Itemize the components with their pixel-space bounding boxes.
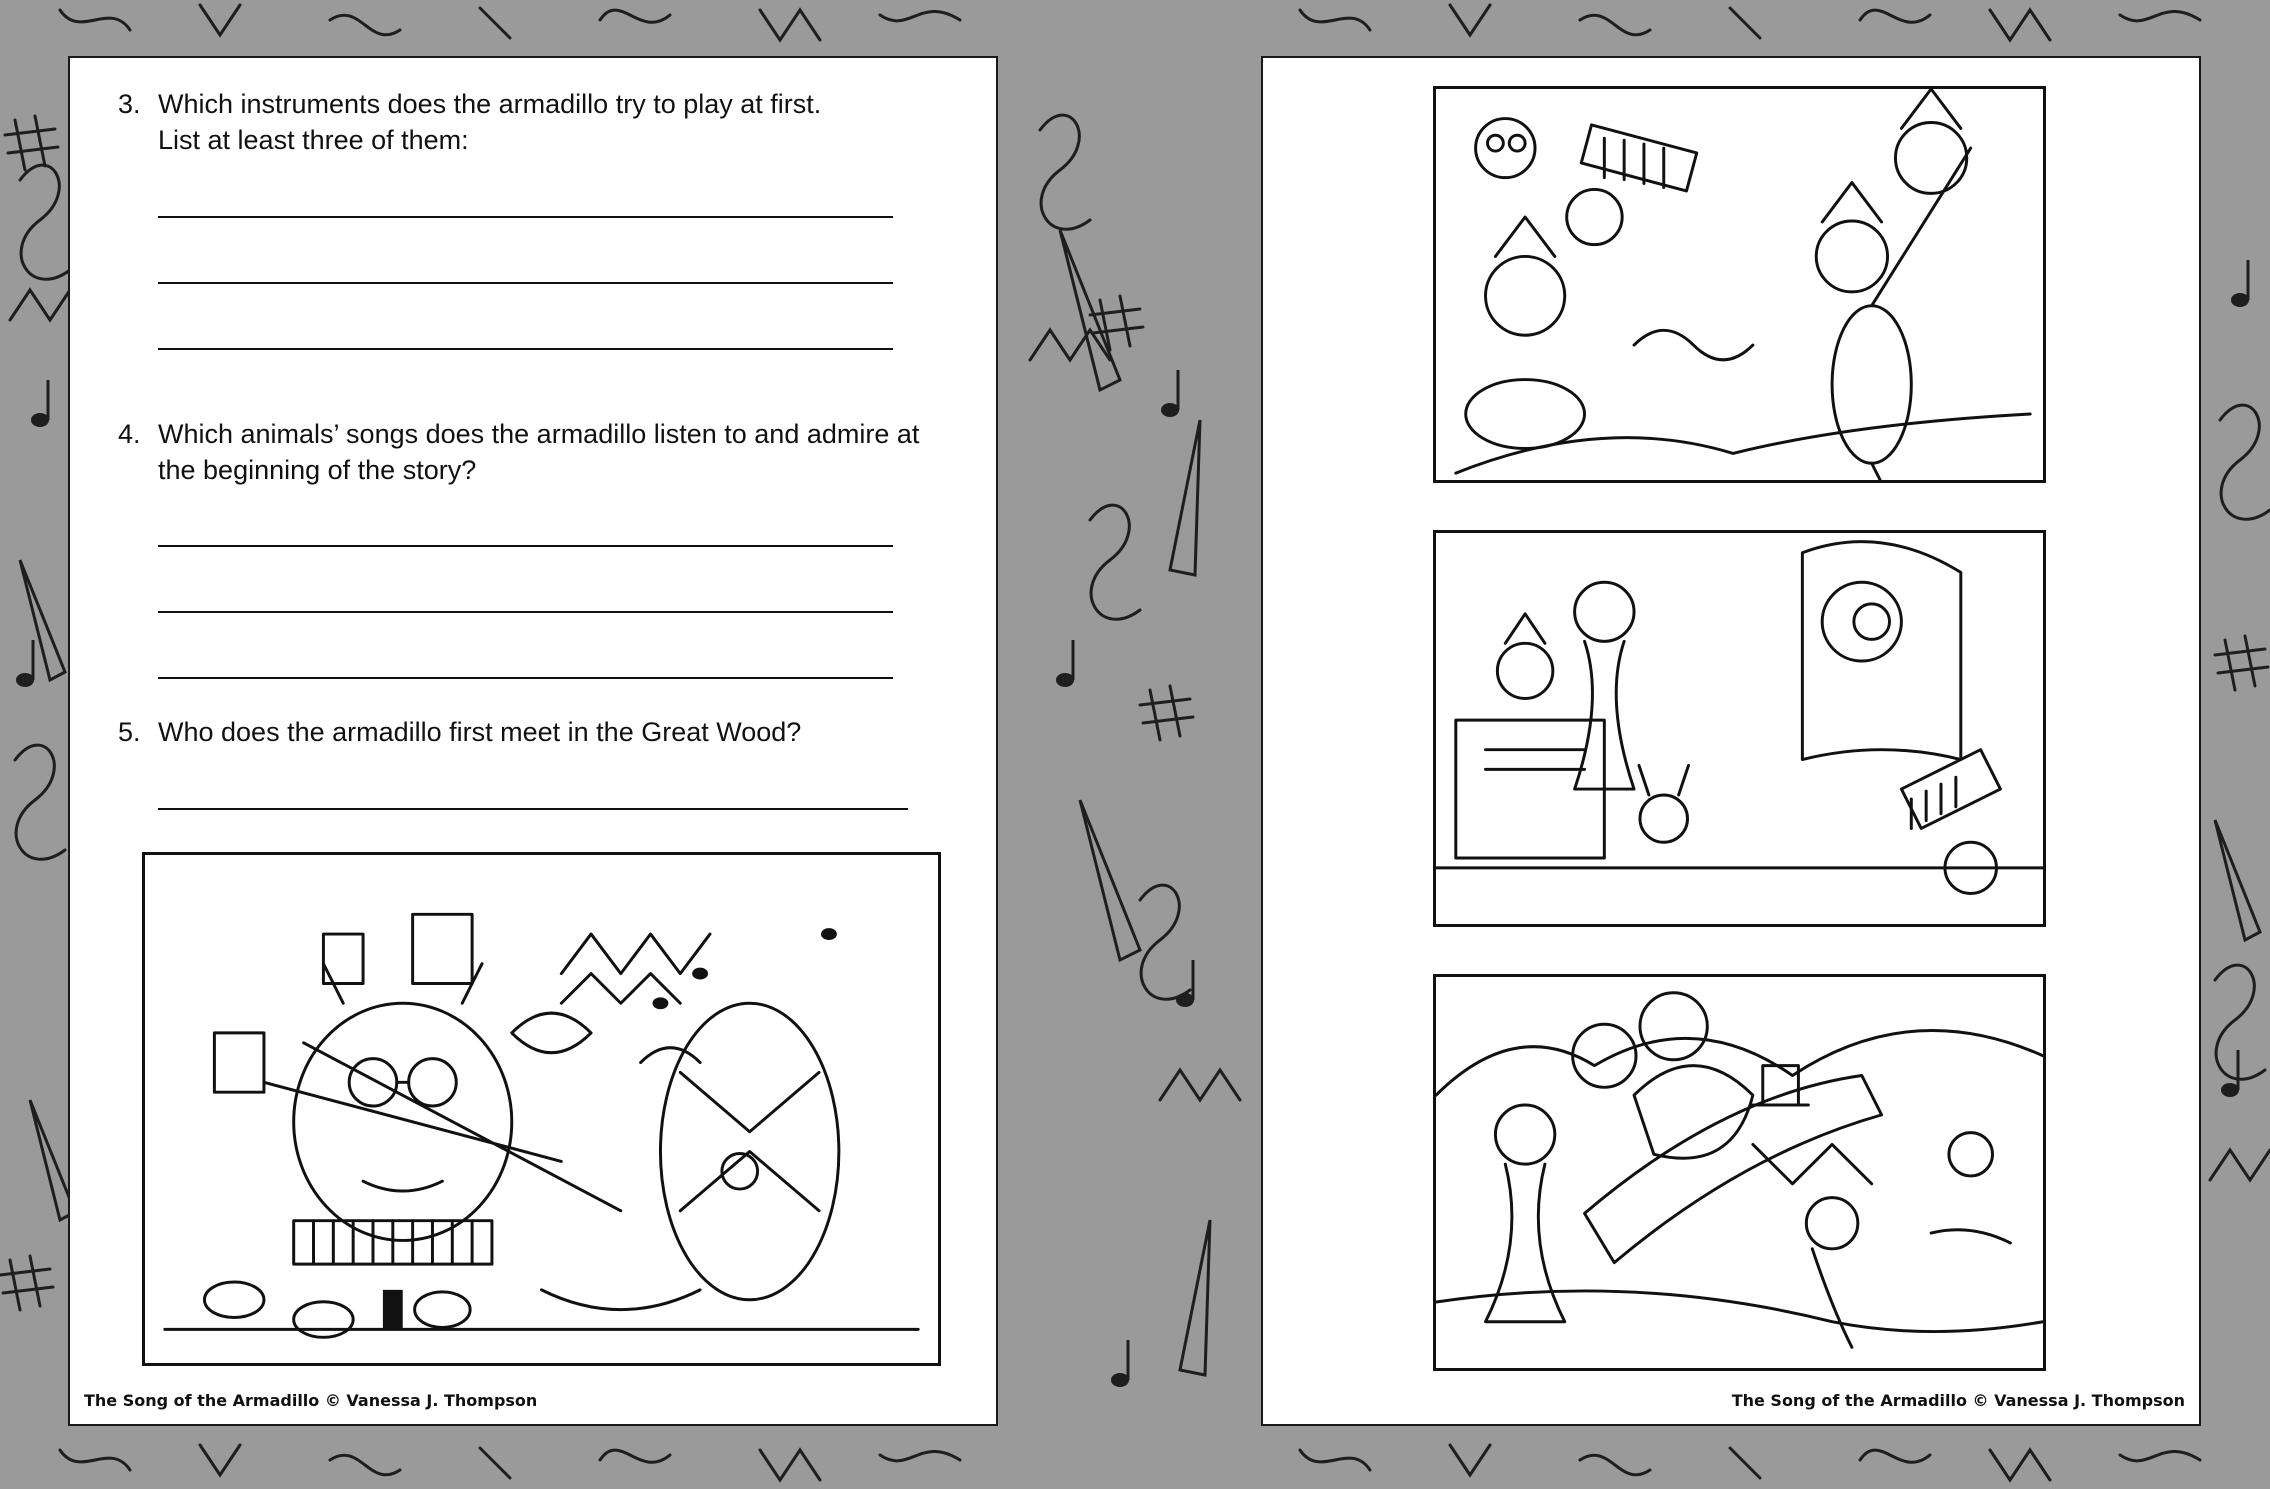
answer-line[interactable] [158, 808, 908, 810]
band-playing-illustration [1433, 86, 2046, 483]
animal-musicians-illustration [1433, 530, 2046, 927]
question-text: Which animals’ songs does the armadillo listen to and admire at [158, 419, 920, 449]
answer-line[interactable] [158, 348, 893, 350]
worksheet-left-page [68, 56, 998, 1426]
question-text: Who does the armadillo first meet in the Great Wood? [158, 717, 802, 747]
page-credit: The Song of the Armadillo © Vanessa J. Thompson [1731, 1391, 2185, 1410]
question-number: 5. [118, 717, 141, 747]
worksheet-right-page [1261, 56, 2201, 1426]
answer-line[interactable] [158, 216, 893, 218]
question-5 [118, 714, 978, 750]
question-4 [118, 416, 978, 488]
page-credit: The Song of the Armadillo © Vanessa J. Thompson [84, 1391, 538, 1410]
question-number: 4. [118, 419, 141, 449]
question-text: Which instruments does the armadillo try to play at first. [158, 89, 822, 119]
armadillo-instruments-illustration [142, 852, 941, 1366]
answer-line[interactable] [158, 611, 893, 613]
answer-line[interactable] [158, 545, 893, 547]
answer-line[interactable] [158, 677, 893, 679]
question-text-continued: the beginning of the story? [158, 455, 477, 485]
question-text-continued: List at least three of them: [158, 125, 469, 155]
journey-with-friends-illustration [1433, 974, 2046, 1371]
question-number: 3. [118, 89, 141, 119]
question-3 [118, 86, 978, 158]
answer-line[interactable] [158, 282, 893, 284]
